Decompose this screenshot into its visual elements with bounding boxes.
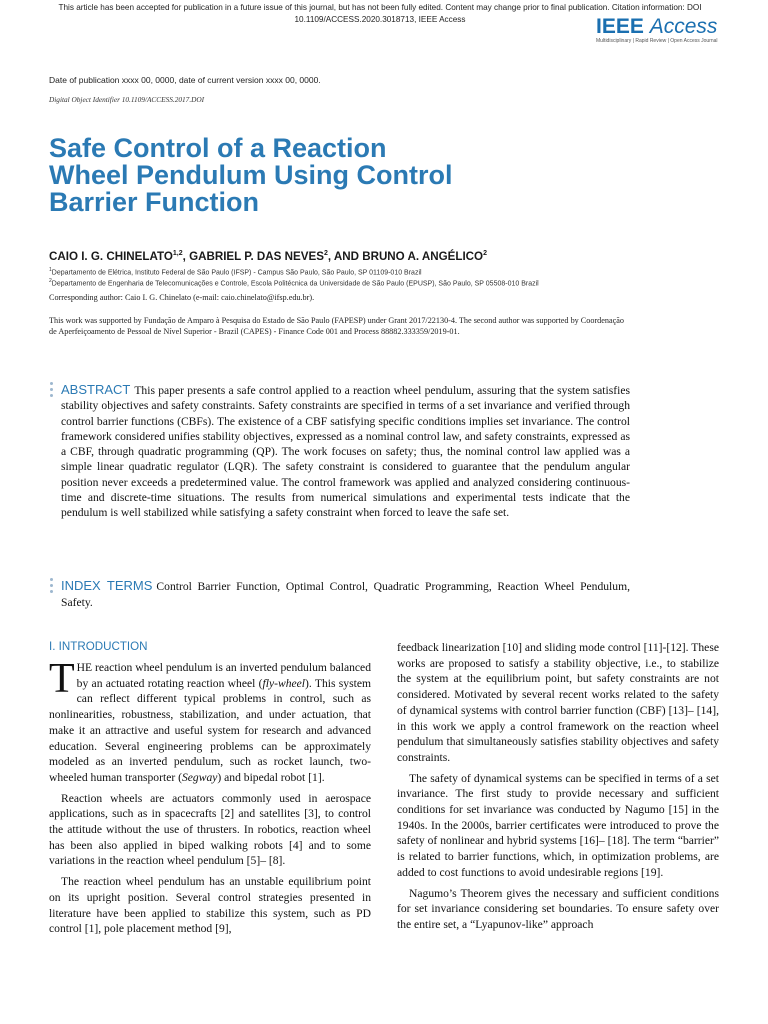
author-list: CAIO I. G. CHINELATO$^{1,2}$, GABRIEL P. DAS NEVES$^2$, AND BRUNO A. ANGÉLICO$^2$ <box>49 250 487 263</box>
index-terms-text: Control Barrier Function, Optimal Control, Quadratic Programming, Reaction Wheel Pendulum, Safety. <box>61 580 630 609</box>
abstract-label: ABSTRACT <box>61 382 131 397</box>
doi-line: Digital Object Identifier 10.1109/ACCESS.2017.DOI <box>49 95 205 104</box>
affiliation-1: $^1$Departamento de Elétrica, Instituto Federal de São Paulo (IFSP) - Campus São Paulo, São Paulo, SP 01109-010 Brazil <box>49 267 422 277</box>
drop-cap: T <box>49 656 75 702</box>
ieee-access-logo <box>596 16 741 48</box>
intro-paragraph-5: The safety of dynamical systems can be specified in terms of a set invariance. The first study to provide necessary and sufficient conditions for set invariance was conducted by Nagumo [15] in the 1940s. In the 2000s, barrier certificates were introduced to prove the safety of nonlinear and hybrid systems [16]– [18]. The term “barrier” is related to barrier functions, which, in optimization problems, are added to cost functions to avoid undesirable regions [19]. <box>397 771 719 879</box>
right-column <box>397 640 719 933</box>
logo-wordmark: IEEE Access <box>596 15 718 38</box>
intro-paragraph-2: Reaction wheels are actuators commonly used in aerospace applications, such as in spacecrafts [2] and satellites [3], to control the attitude without the use of thrusters. In robotics, reaction wheel has been also applied in biped walking robots [4] and to some variations in the reaction wheel pendulum [5]– [8]. <box>49 791 371 868</box>
corresponding-author: Corresponding author: Caio I. G. Chinelato (e-mail: caio.chinelato@ifsp.edu.br). <box>49 293 315 302</box>
left-column <box>49 656 371 937</box>
section-heading-introduction: I. INTRODUCTION <box>49 640 148 653</box>
logo-tagline: Multidisciplinary | Rapid Review | Open Access Journal <box>596 38 718 44</box>
paper-title: Safe Control of a Reaction Wheel Pendulum Using Control Barrier Function <box>49 133 453 217</box>
funding-note: This work was supported by Fundação de Amparo à Pesquisa do Estado de São Paulo (FAPESP) under Grant 2017/22130-4. The second author was supported by Coordenação de Aperfeiçoamento de Pessoal de Nível Superior - Brazil (CAPES) - Finance Code 001 and Process 88882.333359/2019-01. <box>49 316 624 336</box>
abstract-marker-icon <box>50 382 53 400</box>
index-terms <box>61 578 630 611</box>
affiliation-2: $^2$Departamento de Engenharia de Telecomunicações e Controle, Escola Politécnica da Universidade de São Paulo (EPUSP), São Paulo, SP 05508-010 Brazil <box>49 278 539 288</box>
index-terms-marker-icon <box>50 578 53 596</box>
publication-dates: Date of publication xxxx 00, 0000, date of current version xxxx 00, 0000. <box>49 75 321 85</box>
abstract <box>61 382 630 521</box>
intro-paragraph-3: The reaction wheel pendulum has an unstable equilibrium point on its upright position. Several control strategies presented in literature have been applied to stabilize this system, such as PD control [1], pole placement method [9], <box>49 875 371 936</box>
intro-paragraph-1: THE reaction wheel pendulum is an inverted pendulum balanced by an actuated rotating reaction wheel (fly-wheel). This system can reflect different typical problems in control, such as nonlinearities, robustness, stabilization, and under actuation, that make it an attractive and useful system for research and advanced education. Several engineering problems can be approximately modeled as an inverted pendulum, such as rocket launch, two-wheeled human transporter (Segway) and bipedal robot [1]. <box>49 656 371 784</box>
publication-notice: This article has been accepted for publication in a future issue of this journal, but has not been fully edited. Content may change prior to final publication. Citation information: DOI 10.1109/ACCESS.2020.3018713, IEEE Access <box>58 3 702 24</box>
intro-paragraph-6: Nagumo’s Theorem gives the necessary and sufficient conditions for set invariance considering set boundaries. To ensure safety over the entire set, a “Lyapunov-like” approach <box>397 886 719 931</box>
index-terms-label: INDEX TERMS <box>61 578 153 593</box>
abstract-text: This paper presents a safe control applied to a reaction wheel pendulum, assuring that the system satisfies stability objectives and safety constraints. Safety constraints are specified in terms of a set invariance and verified through control barrier functions (CBFs). The existence of a CBF satisfying specific conditions implies set invariance. The control framework considered unifies stability objectives, expressed as a nominal control law, and safety constraints, expressed as a CBF, through quadratic programming (QP). The work focuses on safety; thus, the nominal control law applied was a simple linear quadratic regulator (LQR). The safety constraint is considered to guarantee that the pendulum angular position never exceeds a predetermined value. The control framework was applied and analyzed considering continuous-time and discrete-time situations. The results from numerical simulations and experimental tests indicate that the pendulum is well stabilized while satisfying a safety constraint when forced to leave the safe set. <box>61 384 630 520</box>
intro-paragraph-4: feedback linearization [10] and sliding mode control [11]-[12]. These works are proposed to satisfy a stability objective, i.e., to stabilize the system at the equilibrium point, but safety constraints are not considered. Motivated by several recent works related to the safety of dynamical systems with control barrier function (CBF) [13]– [14], in this work we apply a control framework on the reaction wheel pendulum that simultaneously satisfies stability objectives and safety constraints. <box>397 641 719 764</box>
